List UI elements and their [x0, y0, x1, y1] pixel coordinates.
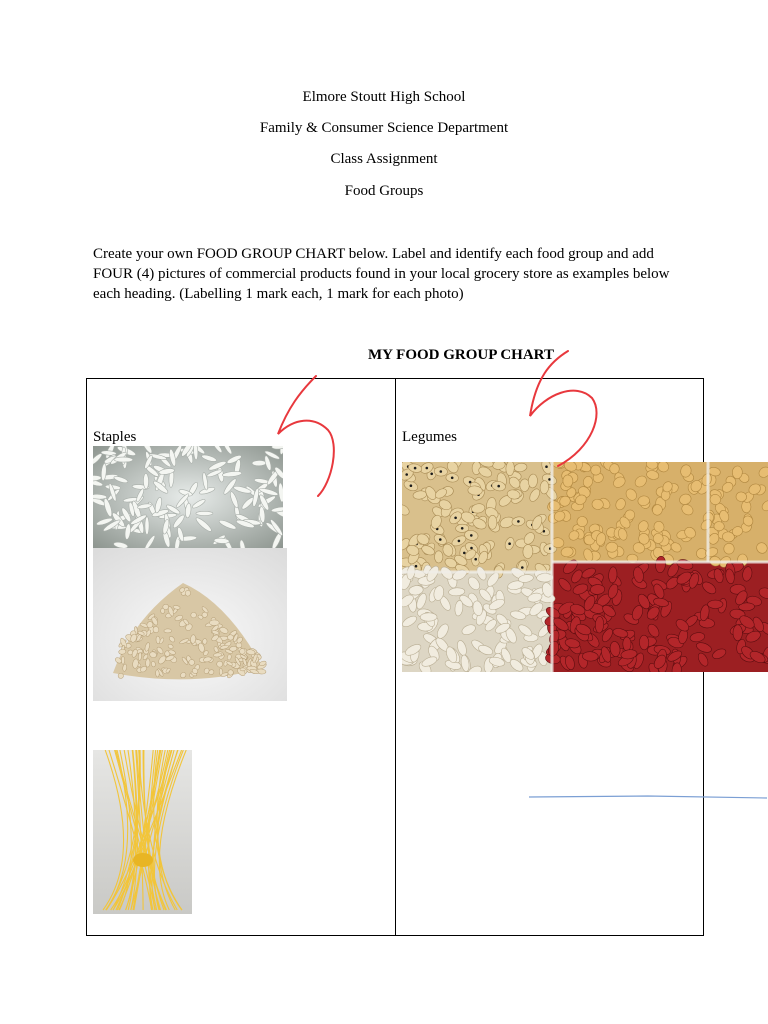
- spaghetti-photo: [93, 750, 192, 914]
- assignment-topic: Food Groups: [344, 183, 424, 199]
- stray-pen-line: [528, 790, 768, 804]
- staples-heading: Staples: [93, 429, 137, 445]
- oats-photo: [93, 548, 287, 701]
- assignment-instructions: Create your own FOOD GROUP CHART below. Label and identify each food group and add FOUR (4) pictures of commercial products found in your local grocery store as examples below each heading. (Labelling 1 mark each, 1 mark for each photo): [93, 246, 670, 302]
- table-column-divider: [395, 378, 396, 936]
- mixed-beans-photo: [402, 462, 768, 672]
- assignment-type: Class Assignment: [330, 151, 438, 167]
- legumes-grade-mark: [520, 348, 610, 473]
- school-name: Elmore Stoutt High School: [302, 89, 466, 105]
- chart-title: MY FOOD GROUP CHART: [368, 347, 554, 363]
- rice-photo: [93, 446, 283, 548]
- staples-grade-mark: [270, 372, 350, 502]
- legumes-heading: Legumes: [402, 429, 457, 445]
- department-name: Family & Consumer Science Department: [259, 120, 509, 136]
